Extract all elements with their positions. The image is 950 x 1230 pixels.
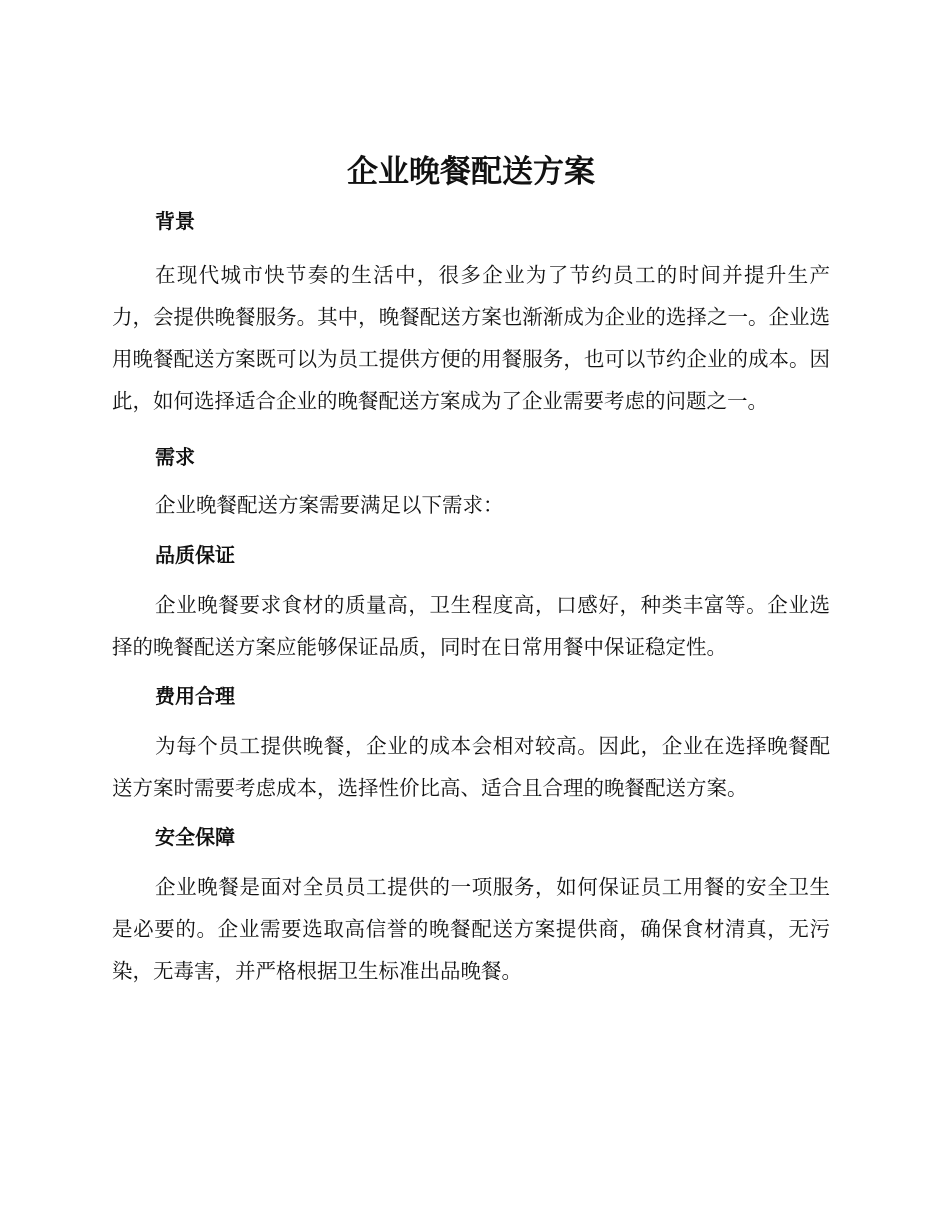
section-paragraph-requirements: 企业晚餐配送方案需要满足以下需求： [155, 493, 504, 517]
section-heading-cost: 费用合理 [155, 684, 235, 708]
section-heading-safety: 安全保障 [155, 825, 235, 849]
document-page [112, 148, 830, 992]
section-paragraph-cost: 为每个员工提供晚餐，企业的成本会相对较高。因此，企业在选择晚餐配送方案时需要考虑成本，选择性价比高、适合且合理的晚餐配送方案。 [112, 734, 830, 800]
section-heading-quality: 品质保证 [155, 543, 235, 567]
document-title: 企业晚餐配送方案 [347, 154, 595, 190]
section-paragraph-background: 在现代城市快节奏的生活中，很多企业为了节约员工的时间并提升生产力，会提供晚餐服务。其中，晚餐配送方案也渐渐成为企业的选择之一。企业选用晚餐配送方案既可以为员工提供方便的用餐服务，也可以节约企业的成本。因此，如何选择适合企业的晚餐配送方案成为了企业需要考虑的问题之一。 [112, 263, 830, 413]
section-heading-requirements: 需求 [155, 445, 195, 469]
section-paragraph-quality: 企业晚餐要求食材的质量高，卫生程度高，口感好，种类丰富等。企业选择的晚餐配送方案应能够保证品质，同时在日常用餐中保证稳定性。 [112, 593, 830, 659]
section-paragraph-safety: 企业晚餐是面对全员员工提供的一项服务，如何保证员工用餐的安全卫生是必要的。企业需要选取高信誉的晚餐配送方案提供商，确保食材清真，无污染，无毒害，并严格根据卫生标准出品晚餐。 [112, 875, 830, 983]
section-heading-background: 背景 [155, 209, 195, 233]
